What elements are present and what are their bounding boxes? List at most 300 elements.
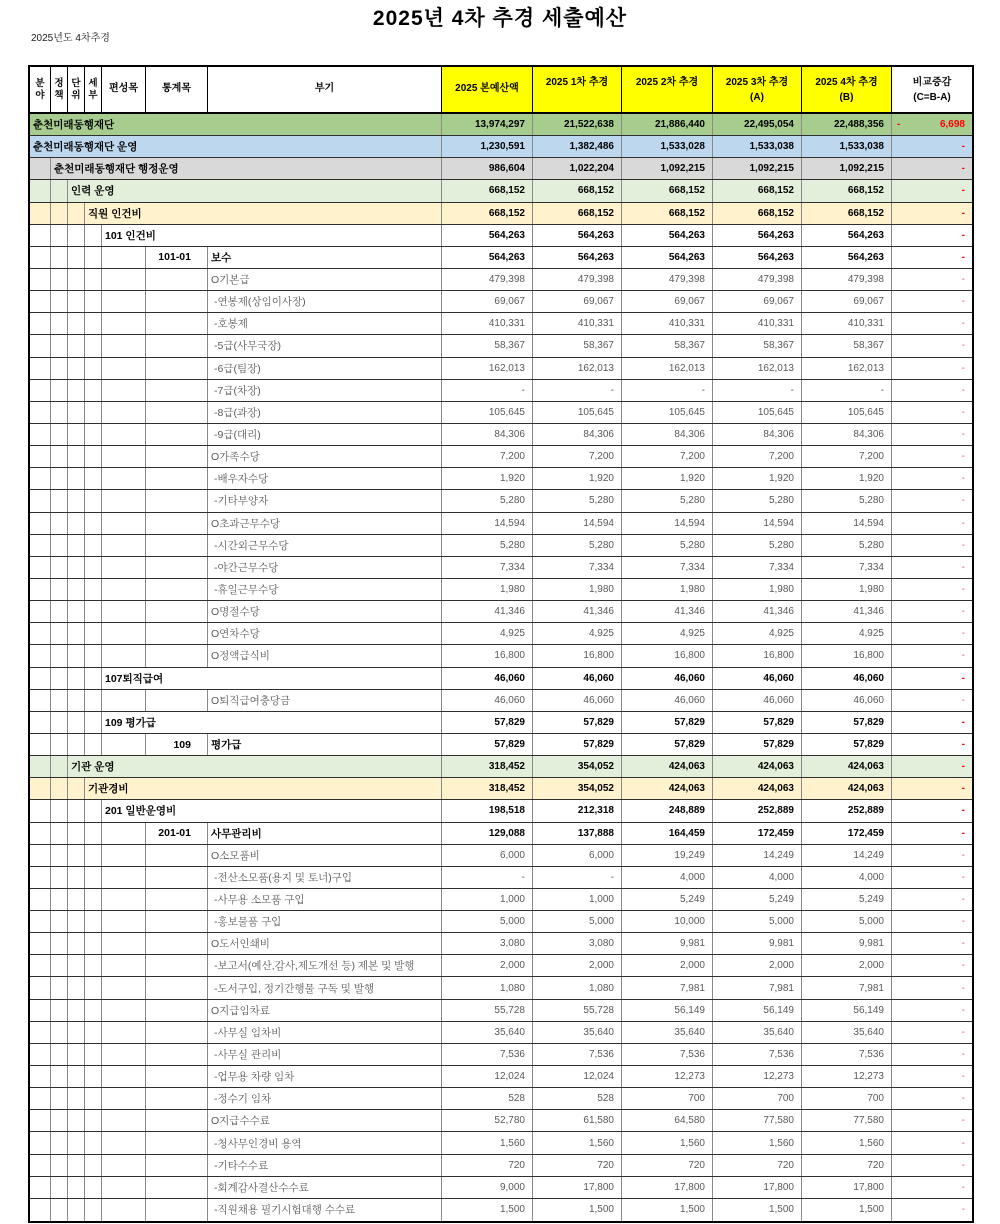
value-cell: 46,060: [713, 690, 802, 711]
value-cell: 7,981: [713, 977, 802, 998]
table-row: [30, 114, 972, 136]
row-label: -사무실 관리비: [208, 1044, 442, 1065]
value-cell: 41,346: [442, 601, 533, 622]
diff-value: -: [961, 584, 965, 596]
empty-cell: [30, 225, 51, 246]
value-cell: 564,263: [622, 247, 713, 268]
value-cell: 410,331: [622, 313, 713, 334]
diff-value: -: [961, 1004, 965, 1016]
row-label: O초과근무수당: [208, 513, 442, 534]
empty-cell: [85, 668, 102, 689]
value-cell: 16,800: [442, 645, 533, 666]
value-cell: 354,052: [533, 778, 622, 799]
value-cell: 35,640: [713, 1022, 802, 1043]
value-cell: 7,334: [533, 557, 622, 578]
empty-cell: [85, 291, 102, 312]
table-body: [30, 114, 972, 1221]
value-cell: 162,013: [802, 358, 892, 379]
empty-cell: [30, 623, 51, 644]
row-label: 기관경비: [85, 778, 442, 799]
value-cell: 4,925: [802, 623, 892, 644]
value-cell: 1,092,215: [802, 158, 892, 179]
diff-cell: [892, 778, 972, 799]
row-label: -야간근무수당: [208, 557, 442, 578]
empty-cell: [85, 1177, 102, 1198]
table-row: [30, 247, 972, 269]
value-cell: 7,200: [442, 446, 533, 467]
diff-cell: [892, 1088, 972, 1109]
value-cell: 137,888: [533, 823, 622, 844]
empty-cell: [68, 1088, 85, 1109]
value-cell: 1,230,591: [442, 136, 533, 157]
value-cell: 1,560: [442, 1132, 533, 1153]
row-label: -휴일근무수당: [208, 579, 442, 600]
value-cell: 564,263: [802, 225, 892, 246]
value-cell: 564,263: [442, 225, 533, 246]
empty-cell: [51, 557, 68, 578]
value-cell: 105,645: [442, 402, 533, 423]
diff-value: -: [961, 296, 965, 308]
diff-cell: [892, 291, 972, 312]
value-cell: 564,263: [802, 247, 892, 268]
empty-cell: [68, 889, 85, 910]
value-cell: 14,249: [802, 845, 892, 866]
table-header-row: [30, 67, 972, 114]
value-cell: 564,263: [622, 225, 713, 246]
row-label: O가족수당: [208, 446, 442, 467]
empty-cell: [85, 335, 102, 356]
empty-cell: [51, 712, 68, 733]
empty-cell: [85, 225, 102, 246]
empty-cell: [85, 977, 102, 998]
value-cell: 84,306: [622, 424, 713, 445]
empty-cell: [30, 645, 51, 666]
empty-cell: [68, 225, 85, 246]
empty-cell: [85, 424, 102, 445]
value-cell: -: [442, 380, 533, 401]
empty-cell: [85, 358, 102, 379]
value-cell: 252,889: [802, 800, 892, 821]
header-bunya: 분 야: [30, 67, 51, 112]
empty-cell: [102, 889, 146, 910]
diff-value: -: [961, 871, 965, 883]
empty-cell: [30, 579, 51, 600]
diff-cell: [892, 623, 972, 644]
value-cell: 105,645: [533, 402, 622, 423]
value-cell: 105,645: [713, 402, 802, 423]
diff-value: -: [961, 362, 965, 374]
empty-cell: [30, 468, 51, 489]
empty-cell: [51, 800, 68, 821]
table-row: [30, 1044, 972, 1066]
value-cell: 58,367: [533, 335, 622, 356]
value-cell: 21,886,440: [622, 114, 713, 135]
empty-cell: [85, 955, 102, 976]
value-cell: 528: [533, 1088, 622, 1109]
empty-cell: [85, 446, 102, 467]
diff-cell: [892, 1110, 972, 1131]
value-cell: 2,000: [533, 955, 622, 976]
table-row: [30, 335, 972, 357]
diff-value: -: [961, 251, 965, 263]
empty-cell: [30, 1155, 51, 1176]
diff-cell: [892, 335, 972, 356]
diff-cell: [892, 579, 972, 600]
value-cell: 7,200: [622, 446, 713, 467]
diff-cell: [892, 313, 972, 334]
diff-value: -: [961, 1115, 965, 1127]
value-cell: 212,318: [533, 800, 622, 821]
value-cell: 35,640: [442, 1022, 533, 1043]
empty-cell: [146, 269, 208, 290]
row-label: 107퇴직급여: [102, 668, 442, 689]
value-cell: 69,067: [802, 291, 892, 312]
diff-value: -: [961, 694, 965, 706]
value-cell: 7,200: [713, 446, 802, 467]
diff-value: -: [961, 141, 965, 153]
diff-value: -: [961, 473, 965, 485]
value-cell: 69,067: [713, 291, 802, 312]
empty-cell: [51, 247, 68, 268]
diff-cell: [892, 933, 972, 954]
diff-value: -: [961, 805, 965, 817]
empty-cell: [102, 579, 146, 600]
empty-cell: [68, 1000, 85, 1021]
table-row: [30, 269, 972, 291]
empty-cell: [146, 889, 208, 910]
value-cell: 1,920: [442, 468, 533, 489]
empty-cell: [51, 867, 68, 888]
diff-value: -: [961, 761, 965, 773]
table-row: [30, 645, 972, 667]
empty-cell: [30, 601, 51, 622]
value-cell: -: [802, 380, 892, 401]
empty-cell: [85, 889, 102, 910]
value-cell: 5,280: [442, 490, 533, 511]
empty-cell: [68, 845, 85, 866]
empty-cell: [68, 1110, 85, 1131]
empty-cell: [30, 247, 51, 268]
value-cell: 10,000: [622, 911, 713, 932]
empty-cell: [146, 535, 208, 556]
value-cell: 564,263: [442, 247, 533, 268]
diff-value: -: [961, 672, 965, 684]
row-label: 춘천미래동행재단 운영: [30, 136, 442, 157]
empty-cell: [68, 911, 85, 932]
empty-cell: [102, 1000, 146, 1021]
table-row: [30, 955, 972, 977]
empty-cell: [51, 203, 68, 224]
row-label: -사무실 임차비: [208, 1022, 442, 1043]
value-cell: 479,398: [713, 269, 802, 290]
value-cell: 52,780: [442, 1110, 533, 1131]
diff-cell: [892, 203, 972, 224]
empty-cell: [68, 712, 85, 733]
empty-cell: [85, 734, 102, 755]
table-row: [30, 1132, 972, 1154]
subtitle: 2025년도 4차추경: [31, 33, 110, 44]
diff-cell: [892, 1132, 972, 1153]
value-cell: 46,060: [713, 668, 802, 689]
empty-cell: [85, 513, 102, 534]
row-label: -전산소모품(용지 및 토너)구입: [208, 867, 442, 888]
row-code: 101-01: [146, 247, 208, 268]
empty-cell: [102, 513, 146, 534]
value-cell: 162,013: [713, 358, 802, 379]
diff-value: -: [961, 1048, 965, 1060]
empty-cell: [102, 601, 146, 622]
diff-value: -: [961, 1204, 965, 1216]
diff-value: -: [961, 207, 965, 219]
value-cell: 13,974,297: [442, 114, 533, 135]
value-cell: 720: [622, 1155, 713, 1176]
empty-cell: [102, 557, 146, 578]
row-label: -직원채용 필기시험대행 수수료: [208, 1199, 442, 1221]
empty-cell: [51, 1044, 68, 1065]
empty-cell: [146, 446, 208, 467]
value-cell: 16,800: [533, 645, 622, 666]
empty-cell: [146, 402, 208, 423]
row-label: O지급수수료: [208, 1110, 442, 1131]
empty-cell: [68, 977, 85, 998]
empty-cell: [68, 313, 85, 334]
header-jeongchaek: 정 책: [51, 67, 68, 112]
value-cell: 1,980: [802, 579, 892, 600]
diff-cell: [892, 734, 972, 755]
value-cell: 46,060: [442, 668, 533, 689]
value-cell: 479,398: [802, 269, 892, 290]
value-cell: 17,800: [533, 1177, 622, 1198]
table-row: [30, 1110, 972, 1132]
empty-cell: [30, 180, 51, 201]
row-label: -홍보물품 구입: [208, 911, 442, 932]
diff-value: -: [961, 229, 965, 241]
row-label: -시간외근무수당: [208, 535, 442, 556]
empty-cell: [51, 1088, 68, 1109]
row-label: 201 일반운영비: [102, 800, 442, 821]
table-row: [30, 1199, 972, 1221]
diff-cell: [892, 535, 972, 556]
empty-cell: [51, 335, 68, 356]
value-cell: 668,152: [713, 203, 802, 224]
value-cell: 4,925: [533, 623, 622, 644]
value-cell: 7,981: [622, 977, 713, 998]
table-row: [30, 468, 972, 490]
value-cell: 7,536: [442, 1044, 533, 1065]
diff-value: -: [961, 318, 965, 330]
diff-value: -: [961, 340, 965, 352]
diff-value: -: [961, 185, 965, 197]
value-cell: 64,580: [622, 1110, 713, 1131]
value-cell: 172,459: [713, 823, 802, 844]
value-cell: 57,829: [622, 712, 713, 733]
value-cell: 1,980: [533, 579, 622, 600]
empty-cell: [51, 1000, 68, 1021]
row-label: -회계감사결산수수료: [208, 1177, 442, 1198]
diff-cell: [892, 645, 972, 666]
empty-cell: [68, 335, 85, 356]
empty-cell: [102, 645, 146, 666]
empty-cell: [51, 1132, 68, 1153]
empty-cell: [85, 579, 102, 600]
diff-cell: [892, 380, 972, 401]
empty-cell: [85, 1022, 102, 1043]
empty-cell: [68, 734, 85, 755]
empty-cell: [51, 424, 68, 445]
value-cell: 57,829: [713, 734, 802, 755]
value-cell: 1,080: [442, 977, 533, 998]
table-row: [30, 668, 972, 690]
value-cell: 57,829: [442, 712, 533, 733]
row-label: -보고서(예산,감사,제도개선 등) 제본 및 발행: [208, 955, 442, 976]
empty-cell: [146, 623, 208, 644]
value-cell: 57,829: [533, 712, 622, 733]
value-cell: 41,346: [713, 601, 802, 622]
empty-cell: [146, 1044, 208, 1065]
empty-cell: [30, 269, 51, 290]
empty-cell: [85, 490, 102, 511]
diff-value: -: [961, 1137, 965, 1149]
empty-cell: [68, 1132, 85, 1153]
table-row: [30, 601, 972, 623]
empty-cell: [68, 269, 85, 290]
header-2025-main-budget: 2025 본예산액: [442, 67, 533, 112]
diff-value: -: [961, 849, 965, 861]
value-cell: 6,000: [533, 845, 622, 866]
empty-cell: [146, 845, 208, 866]
row-label: -호봉제: [208, 313, 442, 334]
empty-cell: [30, 490, 51, 511]
diff-cell: [892, 468, 972, 489]
empty-cell: [85, 645, 102, 666]
value-cell: 55,728: [442, 1000, 533, 1021]
empty-cell: [30, 690, 51, 711]
value-cell: 172,459: [802, 823, 892, 844]
empty-cell: [68, 1022, 85, 1043]
empty-cell: [85, 269, 102, 290]
header-tonggyemok: 통계목: [146, 67, 208, 112]
diff-cell: [892, 424, 972, 445]
empty-cell: [68, 446, 85, 467]
row-label: 기관 운영: [68, 756, 442, 777]
empty-cell: [51, 402, 68, 423]
header-pyeonseongmok: 편성목: [102, 67, 146, 112]
table-row: [30, 911, 972, 933]
empty-cell: [51, 823, 68, 844]
value-cell: 57,829: [802, 734, 892, 755]
value-cell: 5,280: [533, 490, 622, 511]
table-row: [30, 933, 972, 955]
empty-cell: [85, 1044, 102, 1065]
empty-cell: [85, 1088, 102, 1109]
value-cell: 7,334: [802, 557, 892, 578]
value-cell: 57,829: [713, 712, 802, 733]
value-cell: 4,925: [442, 623, 533, 644]
empty-cell: [85, 380, 102, 401]
value-cell: 5,280: [442, 535, 533, 556]
empty-cell: [68, 579, 85, 600]
value-cell: 35,640: [533, 1022, 622, 1043]
diff-value: -: [961, 916, 965, 928]
table-row: [30, 225, 972, 247]
empty-cell: [30, 557, 51, 578]
empty-cell: [102, 845, 146, 866]
table-row: [30, 1022, 972, 1044]
empty-cell: [68, 601, 85, 622]
empty-cell: [51, 690, 68, 711]
empty-cell: [85, 623, 102, 644]
value-cell: 58,367: [802, 335, 892, 356]
value-cell: 1,382,486: [533, 136, 622, 157]
row-label: 보수: [208, 247, 442, 268]
diff-cell: [892, 513, 972, 534]
diff-cell: [892, 1022, 972, 1043]
value-cell: 1,560: [622, 1132, 713, 1153]
empty-cell: [30, 1000, 51, 1021]
diff-value: -: [961, 982, 965, 994]
empty-cell: [51, 1022, 68, 1043]
empty-cell: [85, 1199, 102, 1221]
empty-cell: [68, 1177, 85, 1198]
value-cell: 41,346: [622, 601, 713, 622]
empty-cell: [146, 1110, 208, 1131]
empty-cell: [51, 845, 68, 866]
value-cell: 14,594: [622, 513, 713, 534]
row-label: O도서인쇄비: [208, 933, 442, 954]
page-title: 2025년 4차 추경 세출예산: [372, 7, 628, 30]
table-row: [30, 690, 972, 712]
value-cell: 21,522,638: [533, 114, 622, 135]
value-cell: 1,000: [442, 889, 533, 910]
empty-cell: [146, 490, 208, 511]
empty-cell: [102, 1066, 146, 1087]
row-label: 춘천미래동행재단: [30, 114, 442, 135]
empty-cell: [85, 690, 102, 711]
row-label: 직원 인건비: [85, 203, 442, 224]
empty-cell: [51, 778, 68, 799]
empty-cell: [85, 1110, 102, 1131]
value-cell: 986,604: [442, 158, 533, 179]
empty-cell: [51, 1110, 68, 1131]
value-cell: 5,280: [713, 535, 802, 556]
diff-cell: [892, 269, 972, 290]
empty-cell: [146, 513, 208, 534]
value-cell: 9,981: [622, 933, 713, 954]
row-label: -정수기 임차: [208, 1088, 442, 1109]
value-cell: 668,152: [802, 180, 892, 201]
empty-cell: [68, 955, 85, 976]
table-row: [30, 158, 972, 180]
value-cell: 668,152: [442, 180, 533, 201]
table-row: [30, 180, 972, 202]
empty-cell: [102, 424, 146, 445]
empty-cell: [68, 800, 85, 821]
empty-cell: [102, 623, 146, 644]
value-cell: 5,280: [713, 490, 802, 511]
empty-cell: [102, 911, 146, 932]
empty-cell: [85, 800, 102, 821]
empty-cell: [102, 247, 146, 268]
diff-value: -: [961, 606, 965, 618]
diff-value: -: [961, 960, 965, 972]
value-cell: 5,000: [533, 911, 622, 932]
value-cell: 354,052: [533, 756, 622, 777]
value-cell: 46,060: [533, 690, 622, 711]
table-row: [30, 1177, 972, 1199]
row-label: O기본급: [208, 269, 442, 290]
empty-cell: [51, 645, 68, 666]
value-cell: 668,152: [533, 180, 622, 201]
